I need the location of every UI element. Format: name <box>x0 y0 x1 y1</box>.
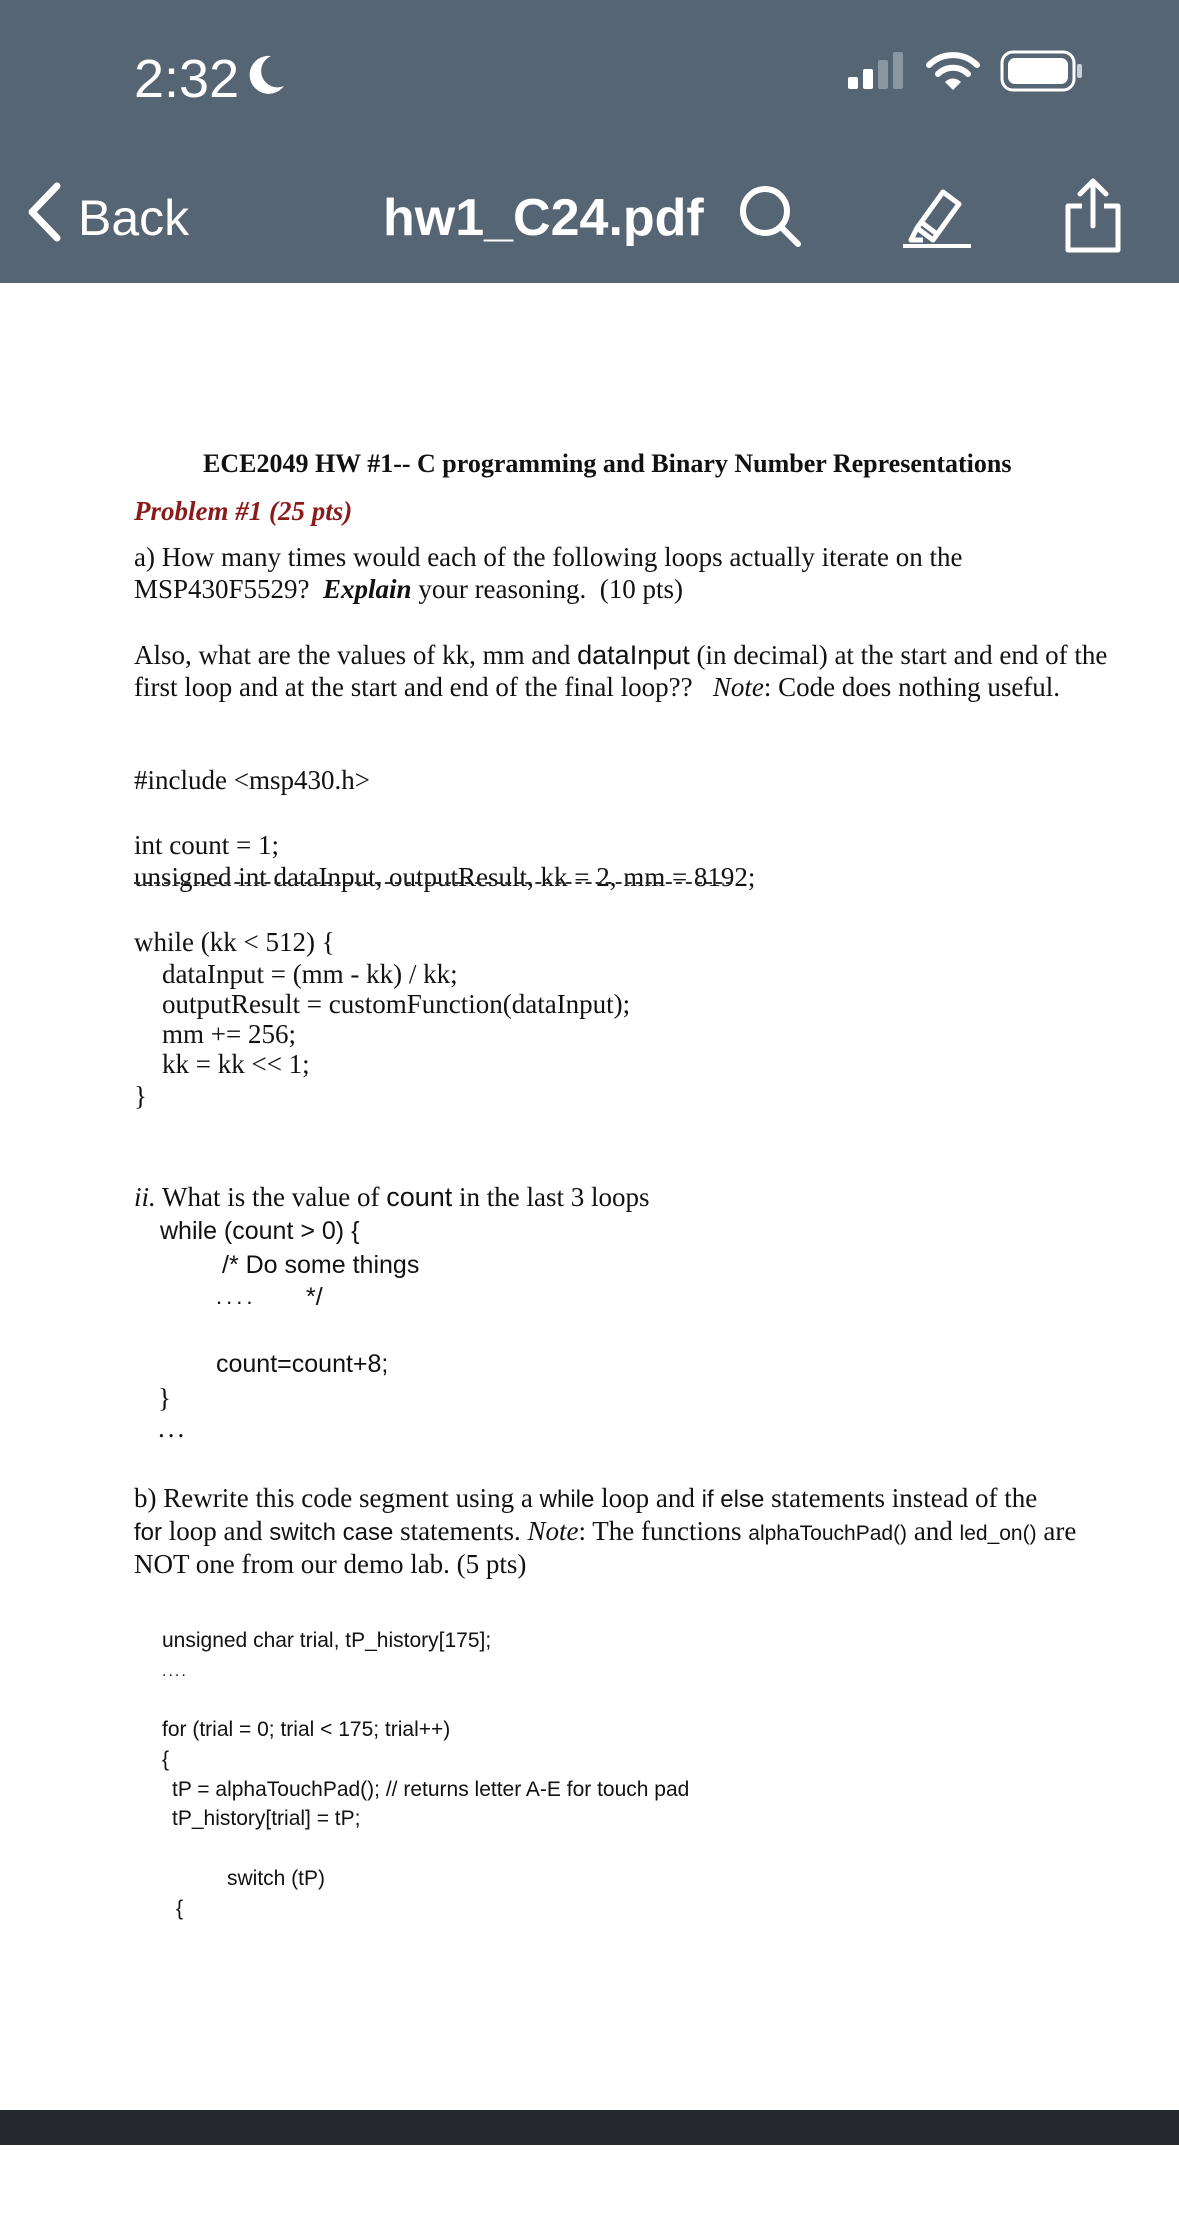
search-icon <box>737 183 803 253</box>
bottom-toolbar <box>0 2110 1179 2145</box>
code-line: count=count+8; <box>216 1350 389 1378</box>
code-line: tP_history[trial] = tP; <box>172 1807 361 1830</box>
problem-heading: Problem #1 (25 pts) <box>134 496 353 526</box>
b-text: statements. <box>393 1516 528 1546</box>
ii-code: count <box>386 1182 453 1212</box>
code-line: .... <box>162 1663 188 1680</box>
code-line: } <box>158 1383 171 1413</box>
b-code: led_on() <box>959 1522 1037 1545</box>
also-line-1 <box>134 638 1107 672</box>
code-line: mm += 256; <box>162 1019 296 1049</box>
also-text: : Code does nothing useful. <box>763 672 1061 702</box>
also-text: (in decimal) at the start and end of the <box>689 640 1108 670</box>
also-text: first loop and at the start and end of the final loop?? <box>134 672 713 702</box>
code-line: */ <box>306 1283 323 1311</box>
code-line: kk = kk << 1; <box>162 1049 310 1079</box>
code-line: int count = 1; <box>134 830 279 860</box>
code-line: ... <box>158 1413 188 1443</box>
doc-heading: ECE2049 HW #1-- C programming and Binary Number Representations <box>203 449 1012 478</box>
code-line: dataInput = (mm - kk) / kk; <box>162 959 458 989</box>
pdf-page[interactable] <box>0 283 1179 2109</box>
code-line: } <box>134 1081 147 1111</box>
b-text: and <box>907 1516 960 1546</box>
signal-icon <box>846 51 906 95</box>
b-code: for <box>134 1519 163 1546</box>
code-line: .... <box>216 1284 257 1309</box>
back-button[interactable] <box>26 183 189 253</box>
chevron-left-icon <box>26 181 62 255</box>
qa-text: MSP430F5529? <box>134 574 324 604</box>
question-a-line-1: a) How many times would each of the following loops actually iterate on the <box>134 542 963 572</box>
dashed-divider <box>134 882 732 884</box>
ii-text: in the last 3 loops <box>452 1182 650 1212</box>
code-line: /* Do some things <box>222 1251 420 1279</box>
top-bar <box>0 0 1179 283</box>
also-text: Also, what are the values of kk, mm and <box>134 640 578 670</box>
b-text: b) Rewrite this code segment using a <box>134 1483 540 1513</box>
b-code: switch case <box>269 1519 394 1546</box>
code-line: unsigned char trial, tP_history[175]; <box>162 1629 492 1652</box>
b-text: loop and <box>162 1516 270 1546</box>
b-code: if else <box>701 1486 765 1513</box>
ii-text: What is the value of <box>155 1182 387 1212</box>
code-line: { <box>162 1748 170 1771</box>
ii-label: ii. <box>134 1182 156 1212</box>
code-line: unsigned int dataInput, outputResult, kk = 2, mm = 8192; <box>134 862 756 892</box>
search-button[interactable] <box>735 183 805 253</box>
battery-icon <box>1000 50 1084 96</box>
code-line: outputResult = customFunction(dataInput); <box>162 989 631 1019</box>
share-icon <box>1062 178 1124 258</box>
b-code: while <box>539 1486 595 1513</box>
b-note: Note <box>527 1516 579 1546</box>
back-label: Back <box>78 190 190 246</box>
code-line: while (count > 0) { <box>160 1217 360 1245</box>
b-text: statements instead of the <box>764 1483 1038 1513</box>
wifi-icon <box>926 51 980 95</box>
document-title: hw1_C24.pdf <box>383 189 704 247</box>
question-b-line-3: NOT one from our demo lab. (5 pts) <box>134 1549 527 1579</box>
status-time: 2:32 <box>134 49 240 109</box>
also-line-2 <box>134 670 1060 704</box>
also-code: dataInput <box>577 640 690 670</box>
code-line: { <box>176 1897 184 1920</box>
b-text: loop and <box>594 1483 702 1513</box>
status-indicators <box>846 50 1084 96</box>
moon-icon <box>247 48 287 110</box>
highlighter-icon <box>901 184 973 252</box>
b-text: are <box>1036 1516 1077 1546</box>
status-time-group <box>134 44 287 114</box>
code-line: while (kk < 512) { <box>134 927 335 957</box>
qa-emphasis: Explain <box>323 574 412 604</box>
question-a-line-2 <box>134 572 683 606</box>
b-text: : The functions <box>578 1516 749 1546</box>
code-line: tP = alphaTouchPad(); // returns letter A-E for touch pad <box>172 1778 690 1801</box>
markup-button[interactable] <box>902 183 972 253</box>
b-code: alphaTouchPad() <box>748 1522 908 1545</box>
qa-text: your reasoning. (10 pts) <box>411 574 684 604</box>
share-button[interactable] <box>1058 183 1128 253</box>
code-line: #include <msp430.h> <box>134 765 370 795</box>
code-line: switch (tP) <box>227 1867 326 1890</box>
code-line: for (trial = 0; trial < 175; trial++) <box>162 1718 451 1741</box>
also-note: Note <box>712 672 764 702</box>
